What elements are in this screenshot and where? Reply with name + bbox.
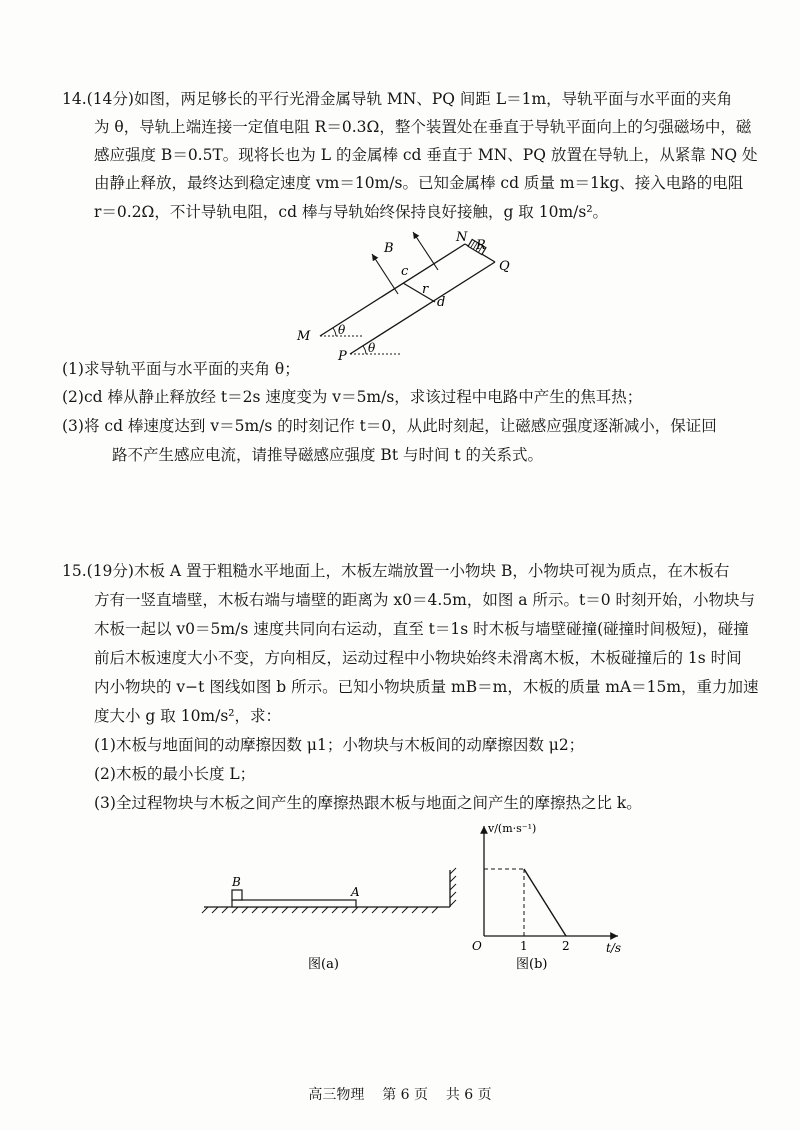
footer-subject: 高三物理 xyxy=(308,1087,365,1103)
wall-hatching xyxy=(450,868,456,906)
q15-line-2: 方有一竖直墙壁，木板右端与墙壁的距离为 x0＝4.5m，如图 a 所示。t＝0 时刻开始，小物块与 xyxy=(94,591,755,609)
q15-line-5: 内小物块的 v−t 图线如图 b 所示。已知小物块质量 mB＝m，木板的质量 mA＝15m，重力加速 xyxy=(94,678,759,696)
q14-line-2: 为 θ，导轨上端连接一定值电阻 R＝0.3Ω，整个装置处在垂直于导轨平面向上的匀强磁场中，磁 xyxy=(94,118,752,136)
q14-sub-2: (2)cd 棒从静止释放经 t＝2s 速度变为 v＝5m/s，求该过程中电路中产生的焦耳热； xyxy=(62,388,643,406)
q14-line-3: 感应强度 B＝0.5T。现将长也为 L 的金属棒 cd 垂直于 MN、PQ 放置在导轨上，从紧靠 NQ 处 xyxy=(94,146,758,164)
board-a xyxy=(232,900,356,907)
footer-total: 共 6 页 xyxy=(445,1087,492,1103)
q15-line-1: 15.(19分)木板 A 置于粗糙水平地面上，木板左端放置一小物块 B，小物块可视为质点，在木板右 xyxy=(62,562,730,580)
q15-line-3: 木板一起以 v0＝5m/s 速度共同向右运动，直至 t＝1s 时木板与墙壁碰撞(碰撞时间极短)，碰撞 xyxy=(94,620,749,638)
page-footer xyxy=(0,1084,800,1104)
label-d: d xyxy=(437,295,446,310)
vt-line xyxy=(524,869,566,936)
block-b xyxy=(232,890,242,900)
label-b: B xyxy=(384,241,394,256)
q14-sub-3a: (3)将 cd 棒速度达到 v＝5m/s 的时刻记作 t＝0，从此时刻起，让磁感应强度逐渐减小，保证回 xyxy=(62,417,717,435)
label-r-resistor: R xyxy=(476,238,486,253)
field-arrow-icon xyxy=(413,232,438,270)
label-theta-1: θ xyxy=(338,323,346,337)
figure-b xyxy=(466,812,646,980)
q14-line-4: 由静止释放，最终达到稳定速度 vm＝10m/s。已知金属棒 cd 质量 m＝1kg、接入电路的电阻 xyxy=(94,174,744,192)
q15-sub-2: (2)木板的最小长度 L； xyxy=(94,765,256,783)
q14-sub-1: (1)求导轨平面与水平面的夹角 θ； xyxy=(62,360,300,378)
label-r-rod: r xyxy=(422,282,429,297)
label-board-a: A xyxy=(351,885,360,899)
label-q: Q xyxy=(499,259,510,274)
label-block-b: B xyxy=(232,875,241,889)
q15-line-6: 度大小 g 取 10m/s²，求： xyxy=(94,707,282,725)
rails-diagram xyxy=(280,226,540,366)
label-p: P xyxy=(338,349,347,364)
tick-label-1: 1 xyxy=(520,939,528,953)
xlabel: t/s xyxy=(606,941,622,955)
q14-line-5: r＝0.2Ω，不计导轨电阻，cd 棒与导轨始终保持良好接触，g 取 10m/s²。 xyxy=(94,203,609,221)
ground-hatching xyxy=(202,907,438,913)
label-c: c xyxy=(401,264,409,279)
footer-page: 第 6 页 xyxy=(382,1087,428,1103)
field-arrow-icon xyxy=(372,254,398,294)
rod-cd xyxy=(403,283,435,302)
ylabel: v/(m·s⁻¹) xyxy=(488,822,537,835)
label-m: M xyxy=(297,329,311,344)
caption-fig-b: 图(b) xyxy=(516,957,548,972)
label-theta-2: θ xyxy=(368,341,376,355)
label-n: N xyxy=(456,230,468,245)
q15-sub-1: (1)木板与地面间的动摩擦因数 μ1；小物块与木板间的动摩擦因数 μ2； xyxy=(94,736,585,754)
q15-line-4: 前后木板速度大小不变，方向相反，运动过程中小物块始终未滑离木板，木板碰撞后的 1s 时间 xyxy=(94,649,742,667)
q14-line-1: 14.(14分)如图，两足够长的平行光滑金属导轨 MN、PQ 间距 L＝1m，导轨平面与水平面的夹角 xyxy=(62,90,733,108)
q14-sub-3b: 路不产生感应电流，请推导磁感应强度 Bt 与时间 t 的关系式。 xyxy=(112,446,544,464)
figure-a xyxy=(196,860,476,980)
q15-sub-3: (3)全过程物块与木板之间产生的摩擦热跟木板与地面之间产生的摩擦热之比 k。 xyxy=(94,794,642,812)
caption-fig-a: 图(a) xyxy=(308,957,339,972)
tick-label-2: 2 xyxy=(562,939,570,953)
origin-label: O xyxy=(472,939,482,953)
